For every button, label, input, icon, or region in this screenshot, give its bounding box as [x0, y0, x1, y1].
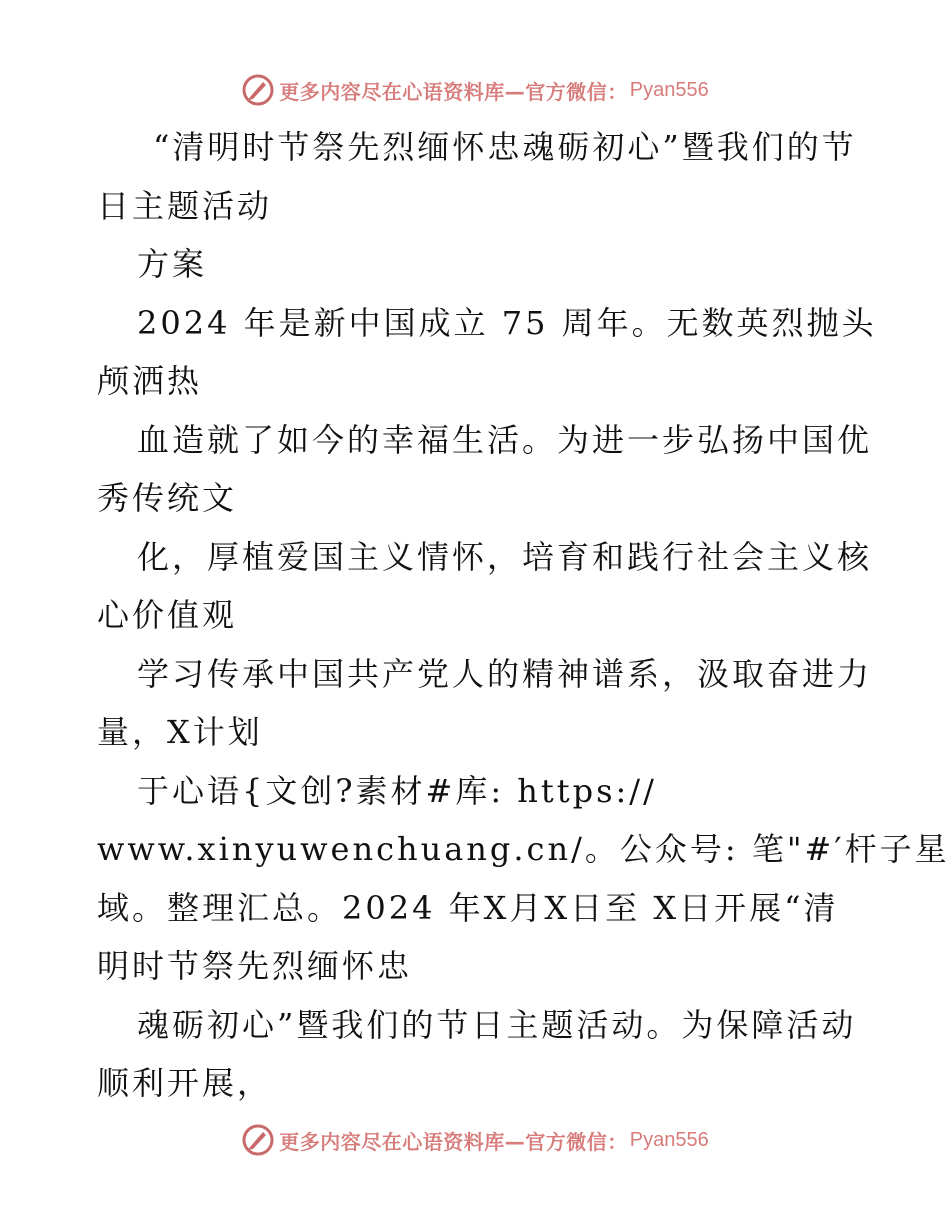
subtitle-line: 方案 — [137, 245, 208, 283]
paragraph-line: 血造就了如今的幸福生活。为进一步弘扬中国优 — [137, 420, 873, 459]
paragraph-line: 量，X计划 — [97, 713, 263, 751]
paragraph-line: 明时节祭先烈缅怀忠 — [97, 947, 413, 985]
paragraph-line: 2024 年是新中国成立 75 周年。无数英烈抛头 — [137, 303, 877, 342]
brush-logo-icon — [241, 73, 275, 107]
paragraph-line: 学习传承中国共产党人的精神谱系，汲取奋进力 — [137, 654, 873, 693]
paragraph-line: 魂砺初心”暨我们的节日主题活动。为保障活动 — [137, 1005, 857, 1044]
paragraph-line: www.xinyuwenchuang.cn/。公众号: 笔"#′杆子星 — [97, 830, 950, 868]
watermark-wechat-id: Pyan556 — [629, 78, 709, 101]
brush-logo-icon — [241, 1123, 275, 1157]
paragraph-line: 域。整理汇总。2024 年X月X日至 X日开展“清 — [97, 888, 839, 927]
paragraph-line: 化，厚植爱国主义情怀，培育和践行社会主义核 — [137, 537, 873, 576]
paragraph-line: 颅洒热 — [97, 362, 203, 400]
paragraph-line: 于心语{文创?素材#库: https:// — [137, 771, 657, 810]
footer-watermark — [0, 1122, 950, 1158]
paragraph-line: 心价值观 — [97, 596, 238, 634]
document-body — [97, 118, 950, 1113]
title-line-1: “清明时节祭先烈缅怀忠魂砺初心”暨我们的节 — [153, 128, 857, 166]
watermark-wechat-id: Pyan556 — [629, 1128, 709, 1151]
header-watermark — [0, 72, 950, 108]
watermark-text: 更多内容尽在心语资料库—官方微信： — [279, 1129, 628, 1154]
title-line-2: 日主题活动 — [97, 186, 273, 225]
paragraph-line: 秀传统文 — [97, 479, 238, 517]
paragraph-line: 顺利开展， — [97, 1064, 273, 1102]
watermark-text: 更多内容尽在心语资料库—官方微信： — [279, 79, 628, 104]
